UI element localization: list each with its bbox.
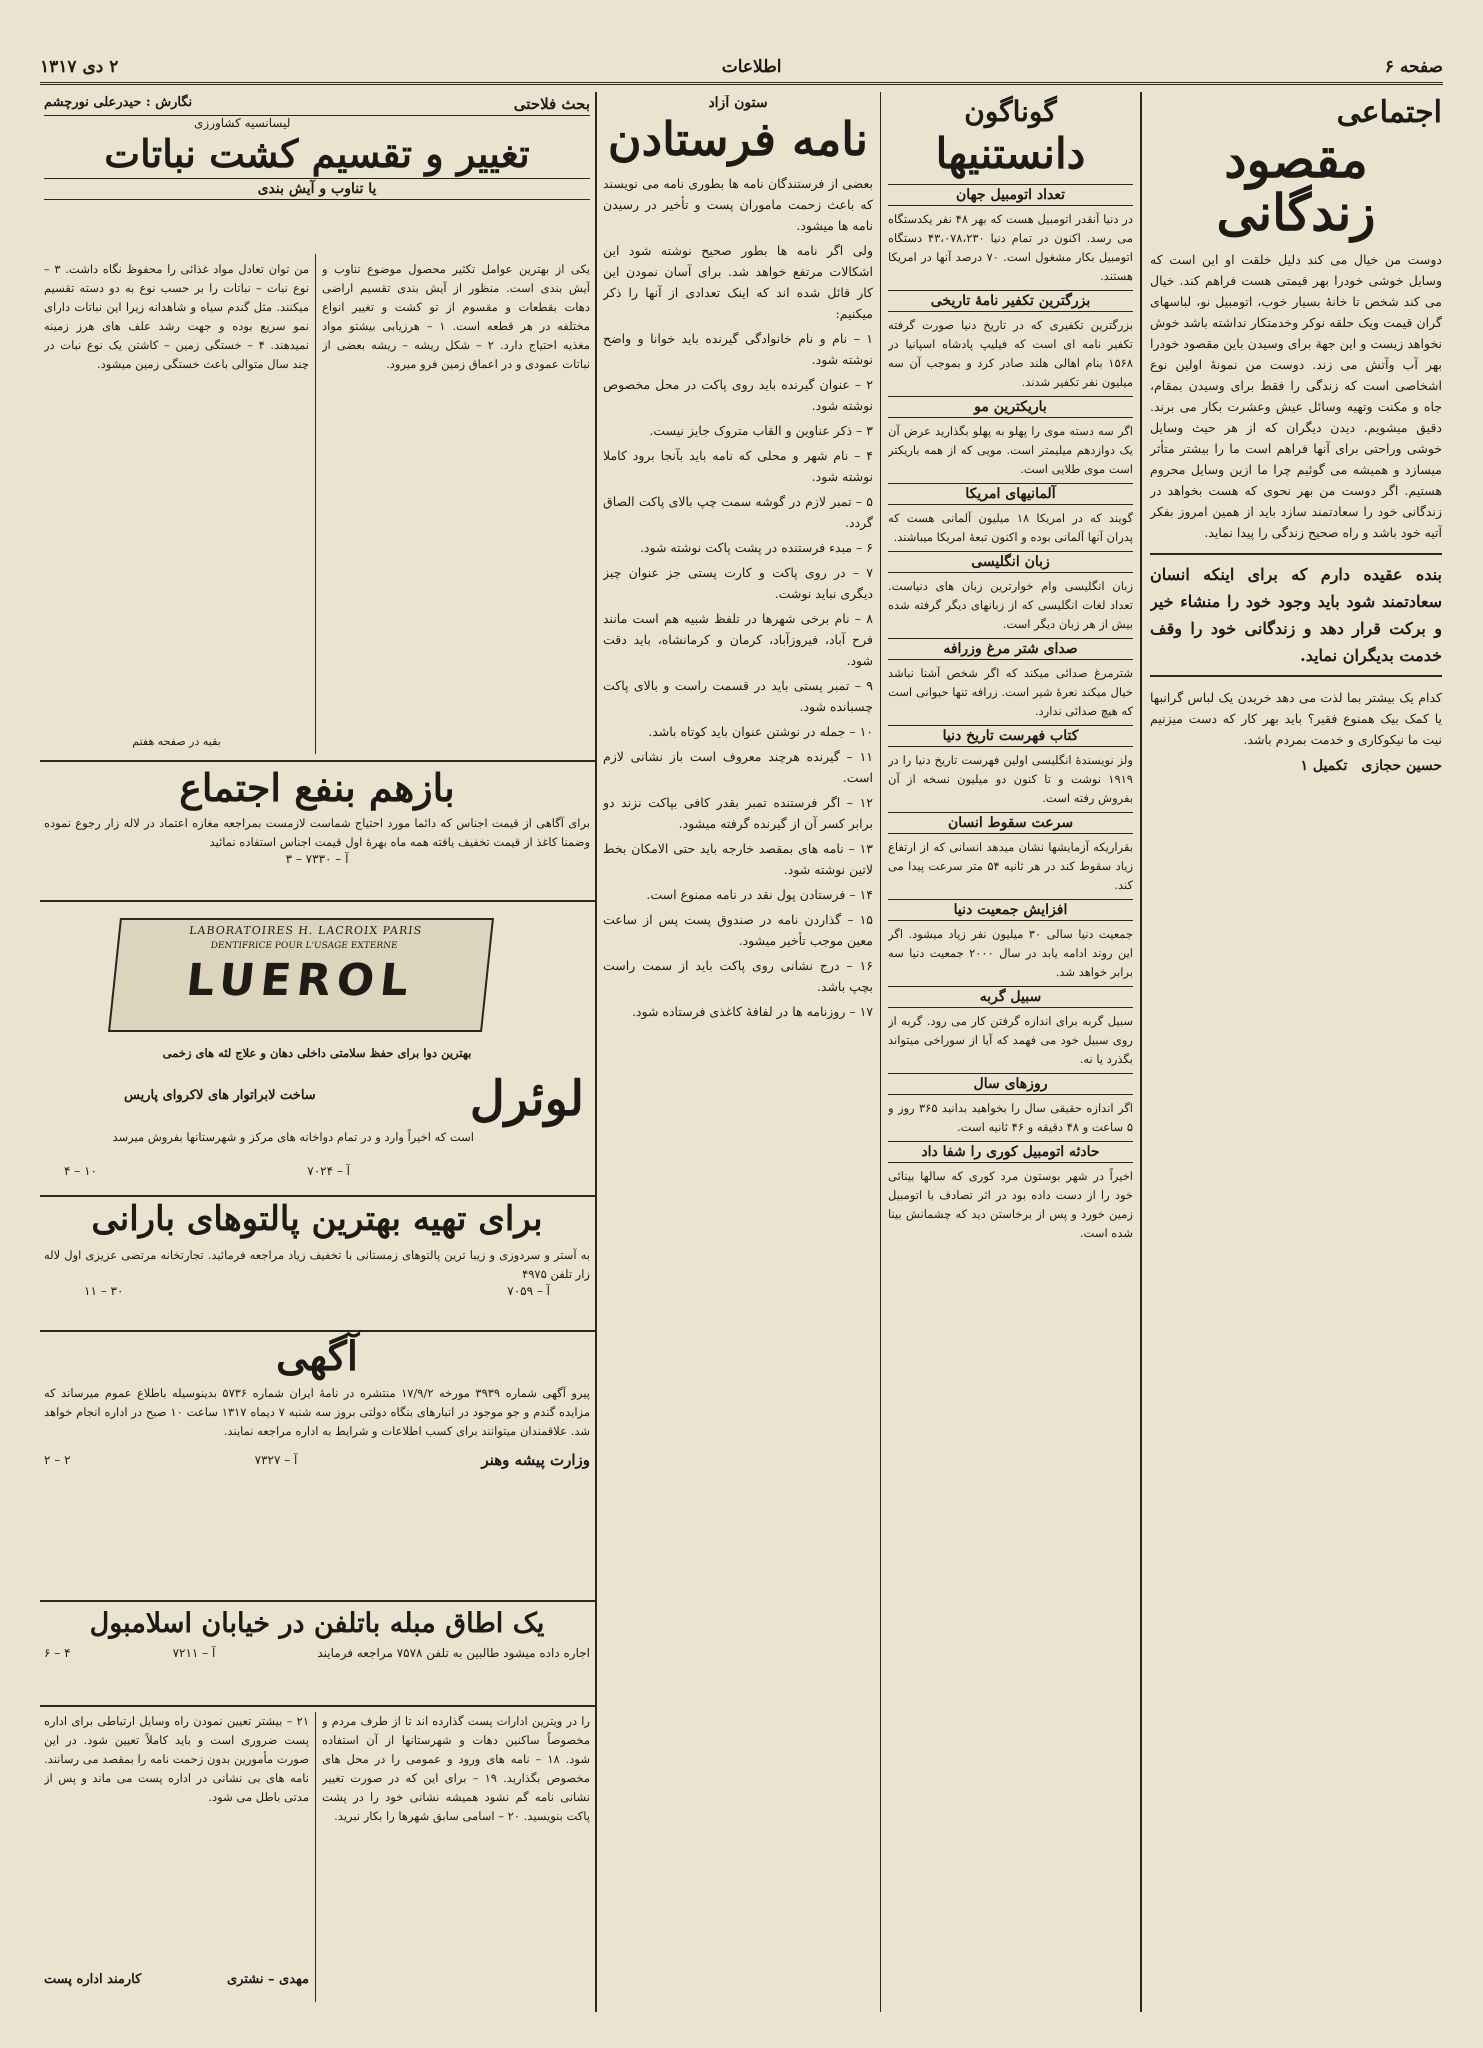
letter-item: ۱۳ – نامه های بمقصد خارجه باید حتی الامکان بخط لاتین نوشته شود. [603,841,873,878]
various-kicker: گوناگون [964,95,1057,128]
ad-room-text: اجاره داده میشود طالبین به تلفن ۷۵۷۸ مراجعه فرمایند [317,1646,590,1661]
various-section-heading: سبیل گربه [888,986,1133,1008]
letter-item: ۱۶ – درج نشانی روی پاکت باید از سمت راست بچپ باشد. [603,958,873,995]
various-section-heading: سرعت سقوط انسان [888,812,1133,834]
ad-room [44,1610,590,1702]
social-column [1150,95,1442,2005]
various-section-text: ولز نویسندهٔ انگلیسی اولین فهرست تاریخ دنیا را در ۱۹۱۹ نوشت و تا کنون دو میلیون نسخه از آن بفروش رفته است. [888,753,1133,806]
section-rule [40,1330,595,1332]
various-sections [888,184,1133,1243]
letter-item: ۴ – نام شهر و محلی که نامه باید بآنجا برود کاملا نوشته شود. [603,448,873,485]
column-rule [880,92,881,2012]
misc-signature-name: مهدی – نشتری [227,1972,309,1987]
section-rule [40,900,595,902]
letter-title: نامه فرستادن [607,112,869,166]
letter-item: ۹ – تمبر پستی باید در قسمت راست و بالای پاکت چسبانده شود. [603,678,873,715]
ad-coats-text: به آستر و سردوزی و زیبا ترین پالتوهای زمستانی با تخفیف زیاد مراجعه فرمائید. تجارتخانه مرتضی عزیزی اول لاله زار تلفن ۴۹۷۵ [44,1247,590,1281]
section-rule [40,760,595,762]
agri-tag: لیسانسیه کشاورزی [194,116,291,130]
agri-byline: نگارش : حیدرعلی نورچشم [44,95,193,110]
various-section-heading: افزایش جمعیت دنیا [888,899,1133,921]
agri-continued: بقیه در صفحه هفتم [132,735,221,748]
various-section-heading: باریکترین مو [888,396,1133,418]
column-rule [1140,92,1142,2012]
ad-notice-title: آگهی [276,1333,358,1380]
letter-item: ۱۲ – اگر فرستنده تمبر بقدر کافی بپاکت نزند دو برابر کسر آن از گیرنده گرفته میشود. [603,795,873,832]
ad-luerol [44,906,590,1191]
luerol-text: است که اخیراً وارد و در تمام دواخانه های مرکز و شهرستانها بفروش میرسد [112,1130,474,1144]
letter-items [603,173,873,1022]
letter-kicker: ستون آزاد [708,95,768,111]
ad-notice-text: پیرو آگهی شماره ۳۹۳۹ مورخه ۱۷/۹/۲ منتشره در نامهٔ ایران شماره ۵۷۳۶ بدینوسیله باطلاع عموم میرساند که مزایده گندم و جو موجود در انبارهای بنگاه دولتی بروز سه شنبه ۷ دیماه ۱۳۱۷ ساعت ۱۰ صبح در اداره انجام خواهد شد. علاقمندان میتوانند برای کسب اطلاعات و شرایط به اداره مراجعه نمایند. [44,1386,591,1438]
ad-room-code-right: آ – ۷۲۱۱ [172,1646,216,1661]
letter-item: ۱۵ – گذاردن نامه در صندوق پست پس از ساعت معین موجب تأخیر میشود. [603,912,873,949]
luerol-code-left: ۱۰ – ۴ [64,1164,97,1178]
ad-room-title: یک اطاق مبله باتلفن در خیابان اسلامبول [89,1608,545,1639]
various-section-text: بقراریکه آزمایشها نشان میدهد انسانی که از ارتفاع زیاد سقوط کند در هر ثانیه ۵۴ متر سرعت پیدا می کند. [888,840,1133,893]
letter-item: ۱ – نام و نام خانوادگی گیرنده باید خوانا و واضح نوشته شود. [603,331,873,368]
letter-item: ۶ – مبدء فرستنده در پشت پاکت نوشته شود. [639,540,873,556]
section-rule [40,1705,595,1707]
luerol-code-right: آ – ۷۰۲۴ [307,1164,350,1178]
various-section-text: اخیراً در شهر بوستون مرد کوری که سالها بینائی خود را از دست داده بود در اثر تصادف با اتومبیل زمین خورد و پس از برخاستن دید که چشمانش بینا شده است. [888,1169,1133,1241]
ad-union-title: بازهم بنفع اجتماع [179,765,455,810]
ad-notice-issuer: وزارت پیشه وهنر [481,1451,590,1469]
various-section-text: بزرگترین تکفیری که در تاریخ دنیا صورت گرفته تکفیر نامه ای است که فیلیپ پادشاه اسپانیا در ۱۵۶۸ بنام اهالی هلند صادر کرد و بموجب آن سه میلیون نفر تکفیر شدند. [888,318,1133,390]
luerol-box-image [108,918,494,1032]
social-author-suffix: تکمیل ۱ [1300,758,1348,774]
various-section-heading: حادثه اتومبیل کوری را شفا داد [888,1141,1133,1163]
newspaper-name: اطلاعات [721,57,782,77]
ad-union-code: آ – ۷۳۳۰ – ۳ [285,851,349,866]
social-body-2: کدام یک بیشتر بما لذت می دهد خریدن یک لباس گرانبها یا کمک بیک همنوع فقیر؟ باید بهر کار که دست میزنیم نیت ما نیکوکاری و خدمت بمردم باشد. [1150,690,1442,747]
social-title: مقصود زندگانی [1216,130,1376,242]
letter-item: ۲ – عنوان گیرنده باید روی پاکت در محل مخصوص نوشته شود. [603,377,873,414]
misc-signature-tail: کارمند اداره پست [44,1972,142,1987]
letter-item: بعضی از فرستندگان نامه ها بطوری نامه می نویسند که باعث زحمت ماموران پست و تأخیر در رسیدن نامه ها میشود. [603,176,873,234]
agri-header [44,95,590,255]
various-section-text: اگر اندازه حقیقی سال را بخواهید بدانید ۳۶۵ روز و ۵ ساعت و ۴۸ دقیقه و ۴۶ ثانیه است. [888,1101,1133,1135]
various-title: دانستنیها [935,129,1086,178]
various-section-heading: تعداد اتومبیل جهان [888,184,1133,206]
section-rule [40,1600,595,1602]
letter-item: ۱۴ – فرستادن پول نقد در نامه ممنوع است. [646,887,873,903]
various-section-text: جمعیت دنیا سالی ۳۰ میلیون نفر زیاد میشود. اگر این روند ادامه یابد در سال ۲۰۰۰ جمعیت دنیا سه برابر خواهد شد. [888,927,1133,980]
misc-text-b: را در ویترین ادارات پست گذارده اند تا از طرف مردم و مخصوصاً ساکنین دهات و شهرستانها از آن استفاده شود. ۱۸ – نامه های ورود و عمومی را در محل های مخصوص بگذارید. ۱۹ – برای این که در صورت تغییر نشانی نامه گم نشود همیشه نشانی خود را در پشت پاکت بنویسید. ۲۰ – اسامی سابق شهرها را بکار نبرید. [322,1714,590,1823]
various-section-text: شترمرغ صدائی میکند که اگر شخص آشنا نباشد خیال میکند نعرهٔ شیر است. زرافه تنها حیوانی است که هیچ صدائی ندارد. [888,666,1133,719]
social-kicker: اجتماعی [1336,95,1442,130]
ad-notice [44,1333,591,1598]
various-column [888,95,1133,2005]
luerol-box-brand: LUEROL [183,955,417,1006]
social-signature [1150,758,1442,774]
ad-room-code-left: ۴ – ۶ [44,1646,71,1661]
ad-coats [44,1199,590,1326]
section-rule [40,1195,595,1197]
misc-text-a: ۲۱ – بیشتر تعیین نمودن راه وسایل ارتباطی برای اداره پست ضروری است و باید کاملاً تعیین شود. در این صورت مأمورین بدون زحمت نامه را بمقصد می رسانند. نامه های بی نشانی در اداره پست می ماند و پس از مدتی باطل می شود. [44,1714,309,1804]
various-section-text: زبان انگلیسی وام خوارترین زبان های دنیاست. تعداد لغات انگلیسی که از زبانهای دیگر گرفته شده بیش از هر زبان دیگر است. [888,579,1133,632]
letter-item: ۱۷ – روزنامه ها در لفافهٔ کاغذی فرستاده شود. [631,1004,873,1020]
column-rule [595,92,597,2012]
agri-text-right: یکی از بهترین عوامل تکثیر محصول موضوع تناوب و آیش بندی است. منظور از آیش بندی تقسیم اراضی دهات بقطعات و مقسوم از تو کشت و تغییر انواع مختلفه در هر قطعه است. ۱ – هرزیابی بیشتو مواد مغذیه احتیاج دارد. ۲ – شکل ریشه – ریشه بعضی از نباتات عمودی و در اعماق زمین فرو میرود. [322,262,590,371]
page-header [40,52,1443,85]
page-number: صفحه ۶ [1384,57,1443,77]
luerol-box-top: LABORATOIRES H. LACROIX PARIS [188,924,423,937]
various-section-text: گویند که در امریکا ۱۸ میلیون آلمانی هست که پدران آنها آلمانی بوده و اکنون تبعهٔ امریکا میباشند. [888,511,1133,545]
agri-title: تغییر و تقسیم کشت نباتات [104,131,530,176]
letter-item: ۷ – در روی پاکت و کارت پستی جز عنوان چیز دیگری نباید نوشت. [603,565,873,602]
letter-item: ۵ – تمبر لازم در گوشه سمت چپ بالای پاکت الصاق گردد. [603,494,873,531]
various-section-heading: صدای شتر مرغ وزرافه [888,638,1133,660]
luerol-box-small: DENTIFRICE POUR L'USAGE EXTERNE [210,941,399,951]
various-section-heading: بزرگترین تکفیر نامهٔ تاریخی [888,290,1133,312]
luerol-maker: ساخت لابراتوار های لاکروای پاریس [124,1088,316,1103]
column-rule [315,1712,316,2002]
various-section-heading: روزهای سال [888,1073,1133,1095]
social-body: دوست من خیال می کند دلیل خلقت او این است که وسایل خوشی خودرا بهر قیمتی هست فراهم کند. خیال می کند شخص تا خانهٔ بسیار خوب، اتومبیل نو، لباسهای گران قیمت ویک حلقه نوکر وخدمتکار نداشته باشد خوش نخواهد زیست و این جهة برای وسیدن باین مقصود خودرا بهر آب وآتش می زند. دوست من نمونهٔ اولین نوع اشخاصی است که زندگی را فقط برای وسیدن بمقام، جاه و مکنت وتهیه وسائل عیش وعشرت بکار می برند. دقیق میشویم. دیدن دیگران که از هر حیث وسایل خوشی وراحتی برای آنها فراهم است ما را بیشتر متأثر میسازد و همیشه می گوئیم چرا ما ازین وسایل محروم هستیم. اگر دوست من بهر نحوی که هست بخواهد در زندگانی خود را سعادتمند سازد باید از همین امروز بفکر آتیه خود باشد و راه صحیح زندگی را پیدا نماید. [1150,252,1442,540]
luerol-title: لوئرل [469,1071,584,1127]
letter-item: ۱۰ – جمله در نوشتن عنوان باید کوتاه باشد. [648,724,873,740]
various-section-heading: زبان انگلیسی [888,551,1133,573]
column-rule [315,254,316,754]
agri-text-left: من توان تعادل مواد غذائی را محفوظ نگاه داشت. ۳ – نوع نبات – نباتات را بر حسب نوع به دو دسته تقسیم میکنند. مثل گندم سیاه و شاهدانه زیرا این نباتات دارای نمو سریع بوده و جهت رشد علف های هرز زمینه نمیدهند. ۴ – خستگی زمین – کاشتن یک نوع نبات در چند سال متوالی باعث خستگی زمین میشود. [44,262,309,371]
various-section-heading: کتاب فهرست تاریخ دنیا [888,725,1133,747]
ad-coats-code-left: ۳۰ – ۱۱ [84,1283,124,1298]
social-boxed-quote: بنده عقیده دارم که برای اینکه انسان سعادتمند شود باید وجود خود را منشاء خیر و برکت قرار دهد و زندگانی خود را وقف خدمت بدیگران نماید. [1150,553,1442,677]
various-section-heading: آلمانیهای امریکا [888,483,1133,505]
letter-item: ۱۱ – گیرنده هرچند معروف است باز نشانی لازم است. [603,749,873,786]
social-author: حسین حجازی [1361,758,1442,774]
ad-union-text: برای آگاهی از قیمت اجناس که دائما مورد احتیاج شماست لازمست بمراجعه مغازه اعتماد در لاله زار رجوع نموده وضمنا کاغذ از قیمت تخفیف یافته همه ماه بهرهٔ اول قیمت اجناس استفاده نمائید [44,815,590,849]
agri-subtitle: یا تناوب و آیش بندی [44,178,590,200]
letter-item: ۸ – نام برخی شهرها در تلفظ شبیه هم است مانند فرح آباد، فیروزآباد، کرمان و کرمانشاه، باید دقت شود. [603,611,873,669]
misc-signature [44,1972,309,1987]
various-section-text: در دنیا آنقدر اتومبیل هست که بهر ۴۸ نفر یکدستگاه می رسد. اکنون در تمام دنیا ۴۳،۰۷۸،۲۳۰ دستگاه اتومبیل بکار مشغول است. ۷۰ درصد آنها در امریکا هستند. [888,212,1133,284]
ad-union [44,765,590,896]
ad-notice-code-right: آ – ۷۳۲۷ [254,1453,298,1467]
letter-column [603,95,873,2005]
letter-item: ولی اگر نامه ها بطور صحیح نوشته شود این اشکالات مرتفع خواهد شد. برای آسان نمودن این کار قائل شده اند که اینک تعدادی از آنها را ذکر میکنیم: [603,243,873,322]
luerol-tagline: بهترین دوا برای حفظ سلامتی داخلی دهان و علاج لثه های زخمی [162,1046,472,1060]
letter-item: ۳ – ذکر عناوین و القاب متروک جایز نیست. [649,423,873,439]
various-section-text: اگر سه دسته موی را پهلو به پهلو بگذارید عرض آن یک دوازدهم میلیمتر است. مویی که از همه باریکتر است موی طلایی است. [888,424,1133,477]
ad-coats-title: برای تهیه بهترین پالتوهای بارانی [91,1199,543,1239]
agri-kicker: بحث فلاحتی [513,95,590,113]
ad-coats-code-right: آ – ۷۰۵۹ [507,1283,550,1298]
various-section-text: سبیل گربه برای اندازه گرفتن کار می رود. گربه از روی سبیل خود می فهمد که آیا از سوراخی میتواند بگذرد یا نه. [888,1014,1133,1067]
issue-date: ۲ دی ۱۳۱۷ [40,57,119,77]
ad-notice-code-left: ۲ – ۲ [44,1453,71,1467]
